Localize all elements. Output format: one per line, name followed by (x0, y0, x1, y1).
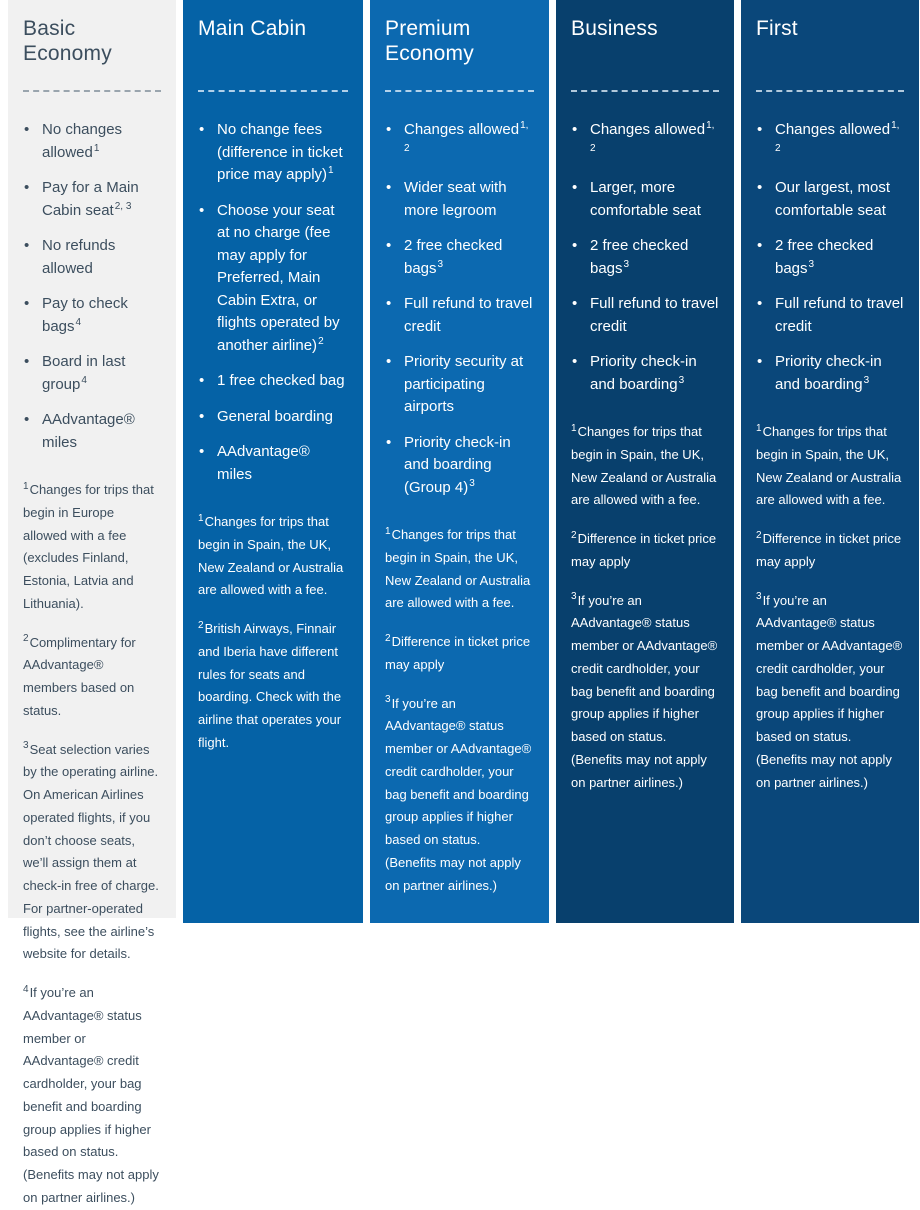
benefit-text: AAdvantage® miles (217, 443, 310, 483)
bullet-icon: • (199, 121, 205, 138)
benefit-text: Larger, more comfortable seat (590, 179, 701, 219)
footnote (23, 739, 161, 967)
benefit-item (571, 293, 719, 338)
column-header (385, 0, 534, 90)
column-header (571, 0, 719, 90)
footnote-marker: 3 (23, 740, 29, 752)
benefit-footnote-ref: 2, 3 (114, 200, 132, 212)
benefit-item (571, 235, 719, 280)
benefit-text: Wider seat with more legroom (404, 179, 507, 219)
bullet-icon: • (24, 121, 30, 138)
benefit-item (23, 177, 161, 222)
footnotes (756, 421, 904, 794)
footnote-text: Complimentary for AAdvantage® members based on status. (23, 634, 136, 718)
benefit-footnote-ref: 2 (318, 335, 324, 347)
bullet-icon: • (386, 179, 392, 196)
benefit-text: Board in last group (42, 353, 126, 393)
footnote-marker: 2 (23, 633, 29, 645)
benefit-item (198, 441, 348, 486)
benefit-item (23, 235, 161, 280)
benefit-footnote-ref: 3 (437, 258, 444, 270)
benefit-text: Changes allowed (590, 121, 706, 138)
footnote-marker: 2 (756, 529, 762, 541)
benefit-item (756, 235, 904, 280)
bullet-icon: • (386, 237, 392, 254)
footnote (23, 632, 161, 723)
footnote-marker: 2 (571, 529, 577, 541)
benefit-footnote-ref: 1 (328, 165, 334, 176)
bullet-icon: • (199, 407, 205, 425)
footnote (756, 528, 904, 574)
footnote-marker: 1 (23, 480, 29, 492)
bullet-icon: • (757, 353, 763, 370)
bullet-icon: • (572, 295, 578, 312)
benefit-footnote-ref: 3 (623, 258, 630, 270)
bullet-icon: • (386, 353, 392, 370)
footnote-text: Difference in ticket price may apply (571, 531, 717, 569)
benefit-item (385, 119, 534, 164)
footnote-marker: 1 (198, 512, 204, 524)
benefits-list (385, 119, 534, 499)
column-title: First (756, 17, 798, 40)
column-title: Basic Economy (23, 17, 112, 65)
footnotes (385, 524, 534, 897)
benefit-text: Pay to check bags (42, 295, 128, 335)
dashed-divider (571, 90, 719, 92)
bullet-icon: • (386, 433, 392, 451)
fare-column-first (741, 0, 919, 923)
benefit-item (571, 351, 719, 396)
bullet-icon: • (757, 179, 763, 196)
footnote-text: Changes for trips that begin in Spain, the UK, New Zealand or Australia are allowed with a fee. (385, 527, 531, 611)
benefit-footnote-ref: 3 (469, 477, 475, 489)
dashed-divider (385, 90, 534, 92)
fare-column-business (556, 0, 734, 923)
footnote (385, 693, 534, 898)
benefit-item (23, 409, 161, 454)
footnote (385, 631, 534, 677)
benefit-item (23, 119, 161, 164)
benefit-footnote-ref: 3 (678, 374, 685, 386)
footnote (23, 982, 161, 1210)
benefit-footnote-ref: 4 (75, 316, 82, 328)
footnote (571, 590, 719, 795)
footnote-text: If you’re an AAdvantage® status member or AAdvantage® credit cardholder, your bag benefit and boarding group applies if higher based on status. (Benefits may not apply on partner airlines.) (23, 985, 159, 1205)
benefit-footnote-ref: 3 (863, 374, 870, 386)
benefit-text: General boarding (217, 407, 333, 425)
footnote (198, 511, 348, 602)
footnote-text: If you’re an AAdvantage® status member or AAdvantage® credit cardholder, your bag benefit and boarding group applies if higher based on status. (Benefits may not apply on partner airlines.) (385, 695, 532, 893)
benefit-item (198, 200, 348, 358)
bullet-icon: • (24, 237, 30, 254)
dashed-divider (198, 90, 348, 92)
footnote-text: Changes for trips that begin in Spain, the UK, New Zealand or Australia are allowed with a fee. (198, 514, 344, 598)
footnote-text: Changes for trips that begin in Spain, the UK, New Zealand or Australia are allowed with a fee. (756, 424, 902, 508)
bullet-icon: • (24, 353, 30, 370)
footnote-marker: 1 (385, 525, 391, 537)
fare-column-main-cabin (183, 0, 363, 923)
benefit-item (571, 119, 719, 164)
benefits-list (571, 119, 719, 396)
benefit-text: Priority check-in and boarding (590, 353, 697, 393)
footnote-marker: 2 (385, 632, 391, 644)
benefit-footnote-ref: 1 (93, 142, 100, 154)
column-title: Business (571, 17, 658, 40)
footnote-text: British Airways, Finnair and Iberia have different rules for seats and boarding. Check with the airline that operates your flight. (198, 621, 342, 750)
benefit-text: Our largest, most comfortable seat (775, 179, 891, 219)
footnote-marker: 1 (571, 422, 577, 434)
benefit-text: No change fees (difference in ticket price may apply) (217, 121, 343, 183)
bullet-icon: • (572, 179, 578, 196)
footnote-text: If you’re an AAdvantage® status member or AAdvantage® credit cardholder, your bag benefit and boarding group applies if higher based on status. (Benefits may not apply on partner airlines.) (571, 592, 718, 790)
footnote (756, 590, 904, 795)
bullet-icon: • (572, 237, 578, 254)
benefit-text: 1 free checked bag (217, 372, 345, 389)
benefits-list (756, 119, 904, 396)
bullet-icon: • (24, 179, 30, 196)
benefit-text: No changes allowed (42, 121, 123, 161)
footnote-text: If you’re an AAdvantage® status member or AAdvantage® credit cardholder, your bag benefit and boarding group applies if higher based on status. (Benefits may not apply on partner airlines.) (756, 592, 903, 790)
footnotes (23, 479, 161, 1210)
benefit-item (756, 119, 904, 164)
benefit-text: No refunds allowed (42, 237, 116, 277)
bullet-icon: • (199, 443, 205, 460)
dashed-divider (756, 90, 904, 92)
bullet-icon: • (24, 411, 30, 428)
bullet-icon: • (386, 295, 392, 312)
footnote-marker: 1 (756, 422, 762, 434)
benefit-footnote-ref: 1, 2 (590, 120, 715, 154)
benefit-text: Choose your seat at no charge (fee may apply for Preferred, Main Cabin Extra, or flights operated by another airline) (217, 201, 340, 354)
benefit-item (385, 177, 534, 222)
benefit-footnote-ref: 4 (81, 374, 87, 386)
benefit-item (385, 432, 534, 500)
footnote-marker: 3 (571, 591, 577, 603)
benefit-item (756, 351, 904, 396)
benefit-item (23, 293, 161, 338)
bullet-icon: • (572, 121, 578, 138)
footnote (756, 421, 904, 512)
benefit-item (198, 370, 348, 393)
bullet-icon: • (757, 237, 763, 254)
benefit-text: Full refund to travel credit (404, 295, 533, 335)
benefit-text: AAdvantage® miles (42, 411, 135, 451)
dashed-divider (23, 90, 161, 92)
benefit-item (756, 293, 904, 338)
benefit-text: Changes allowed (404, 121, 520, 138)
footnotes (571, 421, 719, 794)
bullet-icon: • (199, 372, 205, 389)
column-title: Premium Economy (385, 17, 474, 65)
footnotes (198, 511, 348, 755)
footnote-marker: 3 (756, 591, 762, 603)
benefit-text: 2 free checked bags (590, 237, 689, 277)
benefit-text: Priority check-in and boarding (Group 4) (404, 433, 511, 496)
bullet-icon: • (757, 295, 763, 312)
benefit-item (198, 406, 348, 429)
benefits-list (198, 119, 348, 486)
benefit-text: Pay for a Main Cabin seat (42, 179, 139, 219)
bullet-icon: • (757, 121, 763, 138)
bullet-icon: • (24, 295, 30, 312)
benefit-text: Priority security at participating airports (404, 353, 524, 415)
footnote (385, 524, 534, 615)
benefit-text: Full refund to travel credit (775, 295, 904, 335)
footnote-text: Difference in ticket price may apply (385, 634, 531, 672)
footnote (571, 528, 719, 574)
column-header (23, 0, 161, 90)
footnote-marker: 2 (198, 619, 204, 631)
footnote-text: Changes for trips that begin in Spain, the UK, New Zealand or Australia are allowed with a fee. (571, 424, 717, 508)
footnote-text: Difference in ticket price may apply (756, 531, 902, 569)
footnote (198, 618, 348, 755)
column-title: Main Cabin (198, 17, 307, 40)
benefit-item (385, 351, 534, 419)
benefit-item (198, 119, 348, 187)
bullet-icon: • (199, 201, 205, 219)
benefit-text: 2 free checked bags (775, 237, 874, 277)
footnote (23, 479, 161, 616)
column-header (198, 0, 348, 90)
bullet-icon: • (572, 353, 578, 370)
footnote-text: Seat selection varies by the operating airline. On American Airlines operated flights, if you don’t choose seats, we’ll assign them at check-in free of charge. For partner-operated flights, see the airline’s website for details. (23, 741, 159, 962)
footnote (571, 421, 719, 512)
benefit-item (385, 235, 534, 280)
footnote-marker: 3 (385, 694, 391, 706)
footnote-text: Changes for trips that begin in Europe allowed with a fee (excludes Finland, Estonia, Latvia and Lithuania). (23, 482, 154, 611)
fare-column-basic-economy (8, 0, 176, 1205)
benefit-text: Full refund to travel credit (590, 295, 719, 335)
benefit-text: 2 free checked bags (404, 237, 503, 277)
benefit-text: Priority check-in and boarding (775, 353, 882, 393)
benefit-item (571, 177, 719, 222)
benefit-footnote-ref: 1, 2 (404, 120, 529, 154)
column-header (756, 0, 904, 90)
benefit-item (756, 177, 904, 222)
benefit-footnote-ref: 3 (808, 258, 815, 270)
benefit-text: Changes allowed (775, 121, 891, 138)
footnote-marker: 4 (23, 983, 29, 995)
bullet-icon: • (386, 121, 392, 138)
benefit-item (23, 351, 161, 396)
fare-column-premium-economy (370, 0, 549, 923)
benefits-list (23, 119, 161, 454)
benefit-footnote-ref: 1, 2 (775, 120, 900, 154)
benefit-item (385, 293, 534, 338)
